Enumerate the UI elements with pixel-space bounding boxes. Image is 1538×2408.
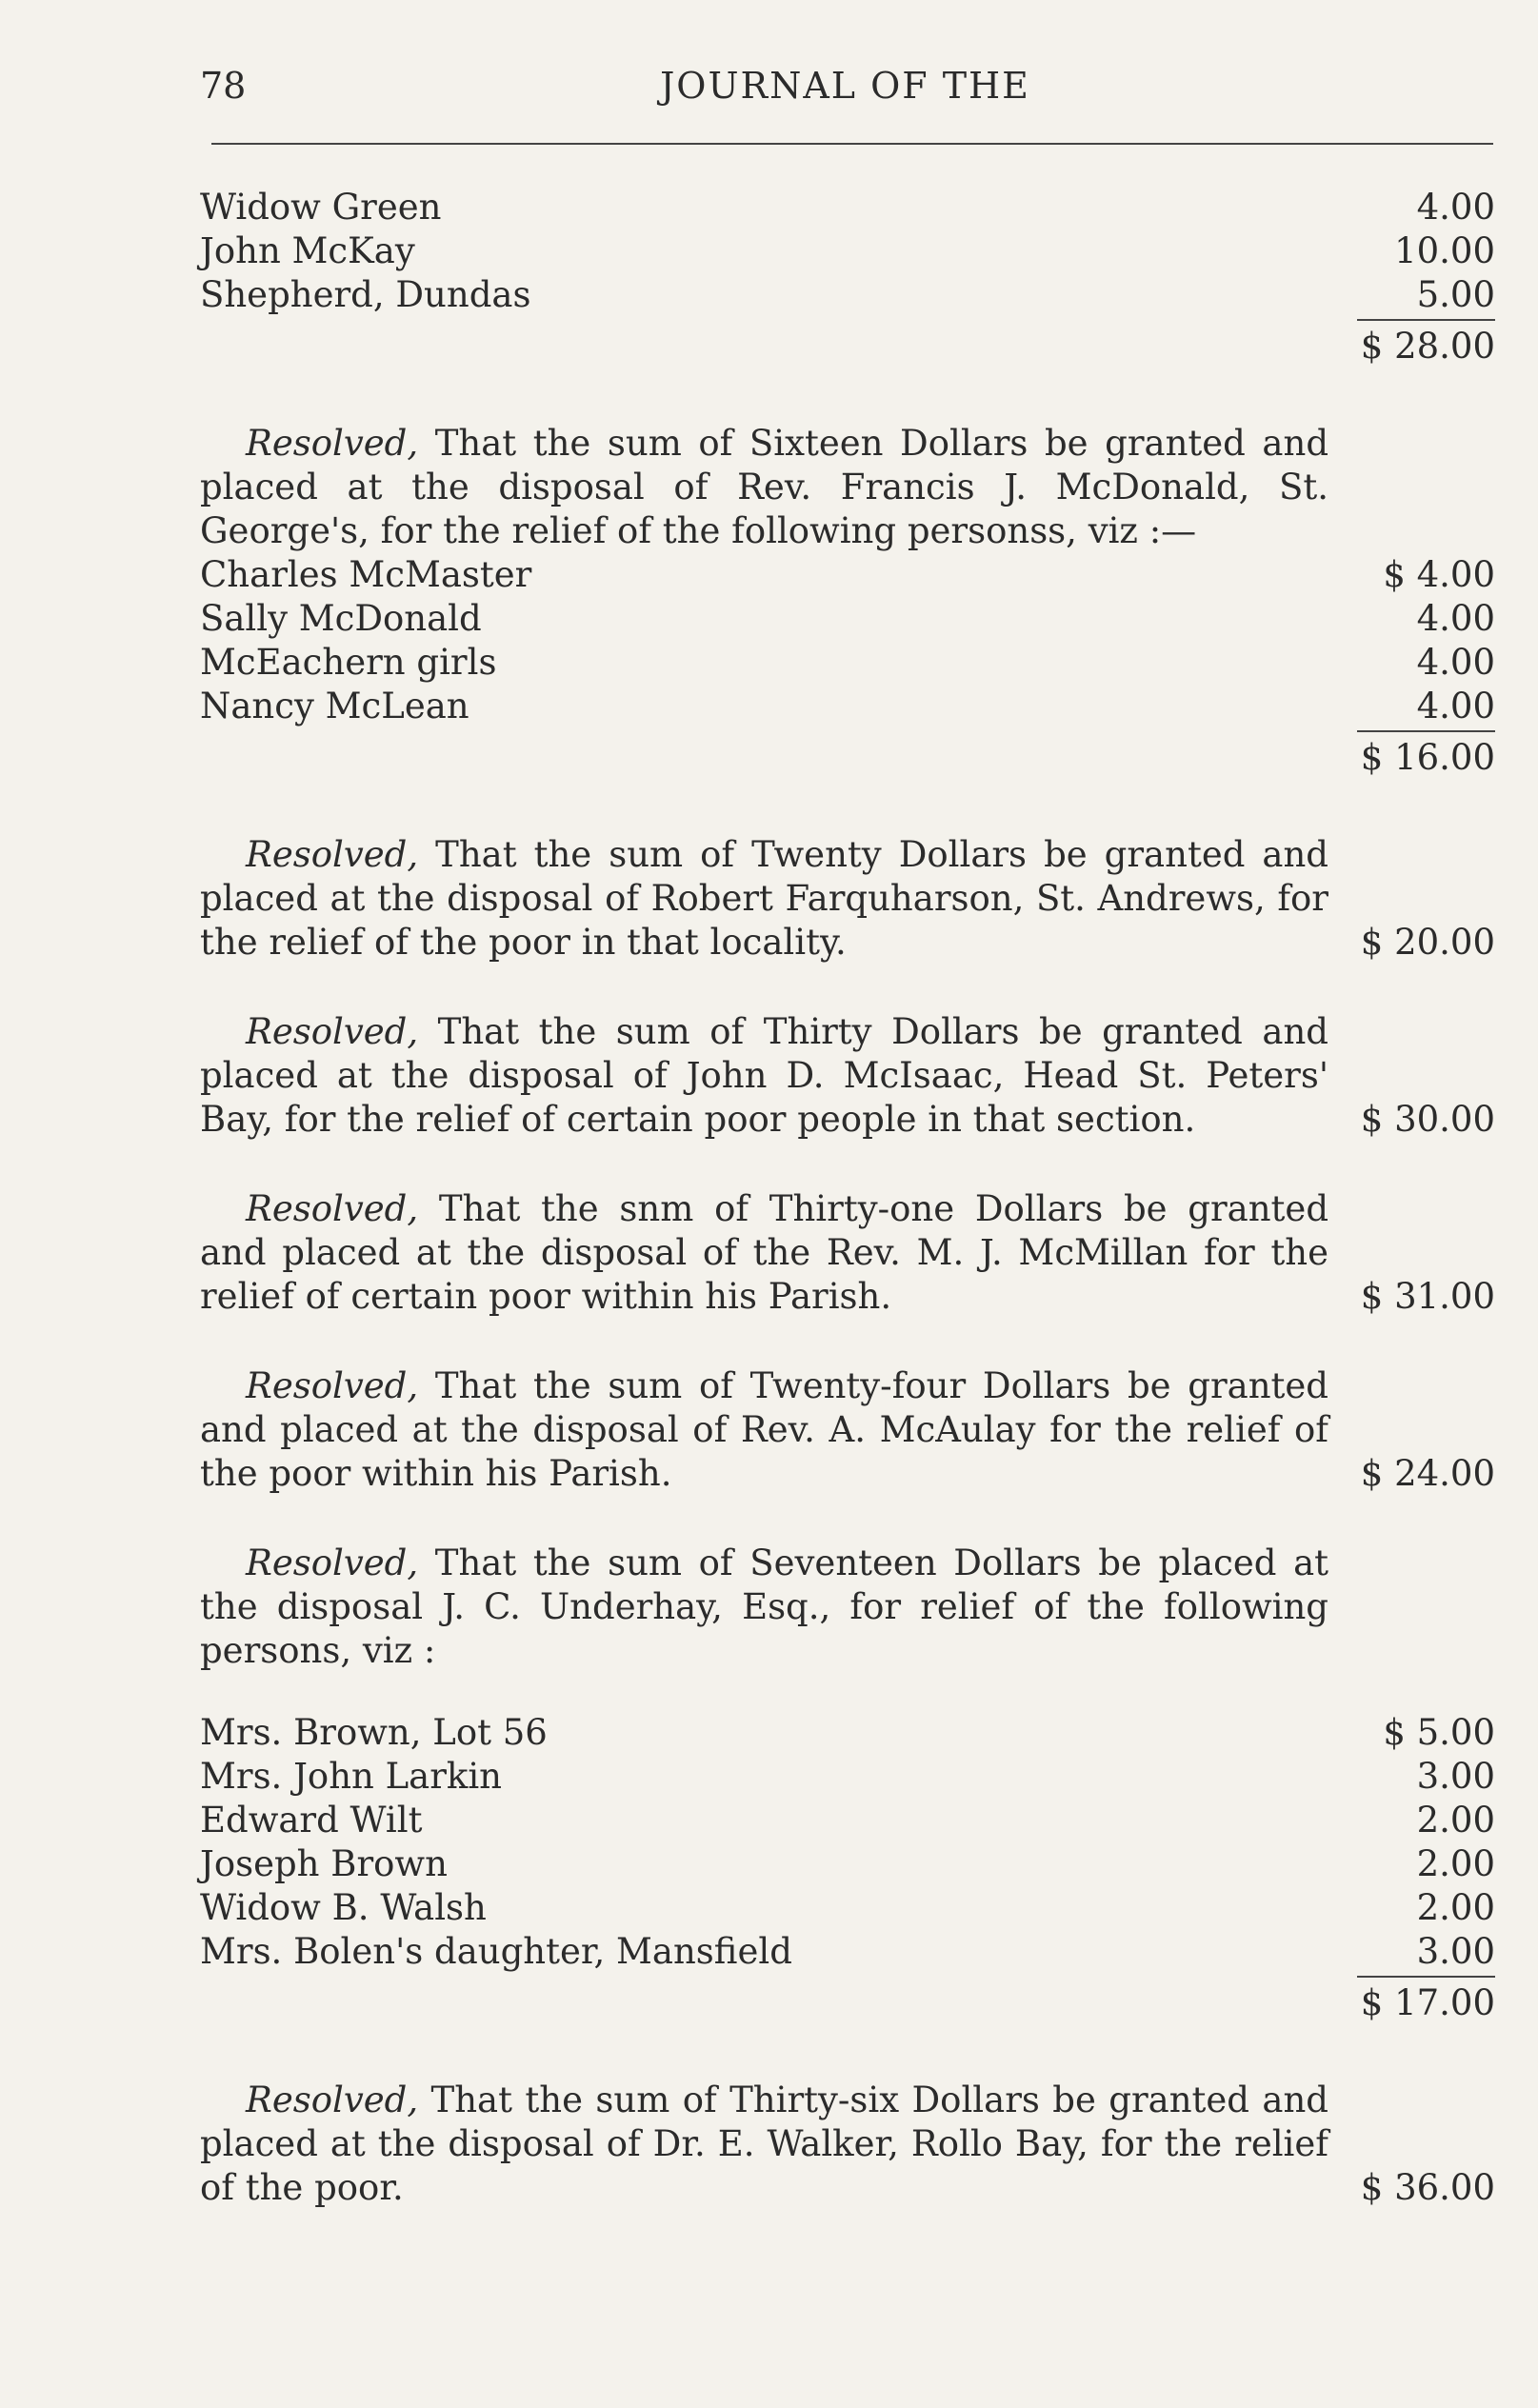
total-line xyxy=(200,317,1495,376)
page-content xyxy=(200,186,1495,2210)
resolution-text: That the sum of Twenty-four Dollars be granted and placed at the disposal of Rev. A. McAulay for the relief of the poor within his Parish. xyxy=(200,1365,1328,1494)
list-item: Shepherd, Dundas 5.00 xyxy=(200,274,1495,315)
resolution-text: That the sum of Thirty-six Dollars be granted and placed at the disposal of Dr. E. Walker, Rollo Bay, for the relief of the poor. xyxy=(200,2080,1328,2208)
resolution-text: That the sum of Seventeen Dollars be placed at the disposal J. C. Underhay, Esq., for relief of the following persons, viz : xyxy=(200,1542,1328,1671)
total-amount: $ 28.00 xyxy=(1360,326,1495,367)
resolved-label: Resolved, xyxy=(246,1365,419,1406)
list-item: Mrs. Bolen's daughter, Mansfield 3.00 xyxy=(200,1931,1495,1972)
resolved-label: Resolved, xyxy=(246,2080,419,2120)
resolution-text: That the snm of Thirty-one Dollars be granted and placed at the disposal of the Rev. M. J. McMillan for the relief of certain poor within his Parish. xyxy=(200,1188,1329,1317)
resolution-7 xyxy=(200,2079,1495,2210)
list-item: Joseph Brown 2.00 xyxy=(200,1843,1495,1884)
resolved-label: Resolved, xyxy=(246,423,419,464)
total-line xyxy=(200,1974,1495,2033)
list-item: Nancy McLean 4.00 xyxy=(200,686,1495,726)
resolution-3 xyxy=(200,1010,1495,1142)
resolution-text: That the sum of Sixteen Dollars be granted and placed at the disposal of Rev. Francis J. McDonald, St. George's, for the relief of the following personss, viz :— xyxy=(200,423,1328,551)
page-header xyxy=(200,65,1490,122)
resolution-6 xyxy=(200,1542,1495,1673)
resolved-label: Resolved, xyxy=(246,1188,419,1229)
resolution-text: That the sum of Thirty Dollars be granted and placed at the disposal of John D. McIsaac, Head St. Peters' Bay, for the relief of certain poor people in that section. xyxy=(200,1011,1328,1140)
header-rule xyxy=(211,143,1493,145)
list-item: John McKay 10.00 xyxy=(200,230,1495,271)
resolved-label: Resolved, xyxy=(246,834,419,875)
relief-list-3 xyxy=(200,1711,1495,2033)
total-amount: $ 17.00 xyxy=(1360,1982,1495,2023)
resolution-5 xyxy=(200,1364,1495,1496)
grant-amount: $ 20.00 xyxy=(1360,922,1495,963)
resolution-1 xyxy=(200,422,1495,553)
total-amount: $ 16.00 xyxy=(1360,737,1495,778)
list-item: Charles McMaster $ 4.00 xyxy=(200,554,1495,595)
list-item: Sally McDonald 4.00 xyxy=(200,598,1495,639)
page-number: 78 xyxy=(200,65,247,107)
running-head: JOURNAL OF THE xyxy=(660,65,1030,107)
list-item: Widow B. Walsh 2.00 xyxy=(200,1887,1495,1928)
grant-amount: $ 36.00 xyxy=(1360,2167,1495,2208)
relief-list-2 xyxy=(200,553,1495,787)
grant-amount: $ 31.00 xyxy=(1360,1276,1495,1317)
grant-amount: $ 24.00 xyxy=(1360,1453,1495,1494)
resolution-text: That the sum of Twenty Dollars be granted and placed at the disposal of Robert Farquharson, St. Andrews, for the relief of the poor in that locality. xyxy=(200,834,1328,963)
total-line xyxy=(200,728,1495,787)
grant-amount: $ 30.00 xyxy=(1360,1099,1495,1140)
list-item: Mrs. John Larkin 3.00 xyxy=(200,1756,1495,1797)
resolved-label: Resolved, xyxy=(246,1011,419,1052)
list-item: Edward Wilt 2.00 xyxy=(200,1800,1495,1841)
resolution-4 xyxy=(200,1187,1495,1319)
relief-list-1 xyxy=(200,186,1495,376)
list-item: Widow Green 4.00 xyxy=(200,187,1495,228)
list-item: McEachern girls 4.00 xyxy=(200,642,1495,683)
resolved-label: Resolved, xyxy=(246,1542,419,1583)
resolution-2 xyxy=(200,833,1495,965)
list-item: Mrs. Brown, Lot 56 $ 5.00 xyxy=(200,1712,1495,1753)
